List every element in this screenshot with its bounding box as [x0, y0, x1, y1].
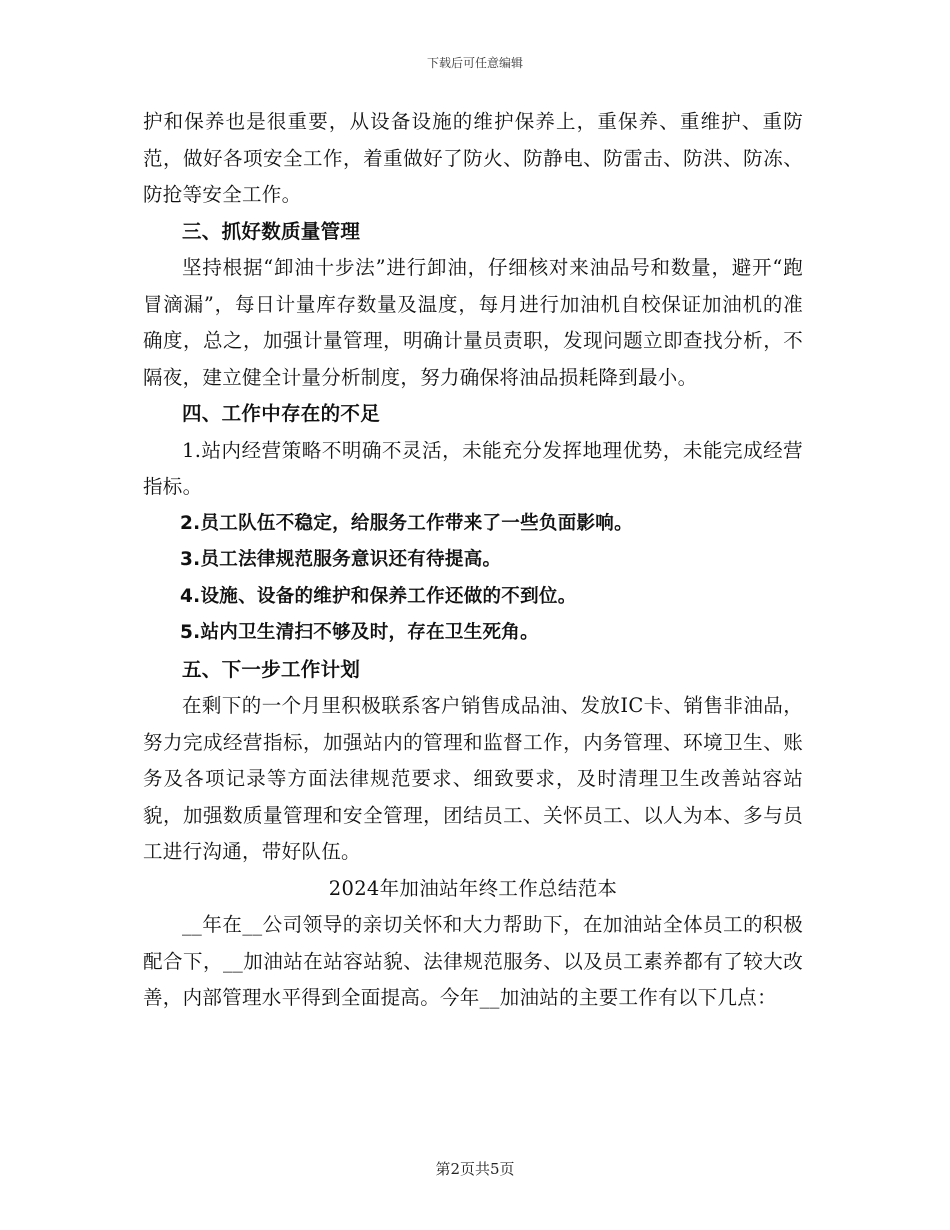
header-note: 下载后可任意编辑 [426, 56, 523, 70]
shortcoming-item-5: 5.站内卫生清扫不够及时，存在卫生死角。 [180, 622, 539, 643]
page-number: 第2页共5页 [435, 1160, 515, 1178]
paragraph-quantity-quality: 坚持根据“卸油十步法”进行卸油，仔细核对来油品号和数量，避开“跑冒滴漏”，每日计量库存数量及温度，每月进行加油机自校保证加油机的准确度，总之，加强计量管理，明确计量员责职，发现问题立即查找分析，不隔夜，建立健全计量分析制度，努力确保将油品损耗降到最小。 [143, 256, 803, 389]
shortcoming-item-2: 2.员工队伍不稳定，给服务工作带来了一些负面影响。 [180, 512, 633, 534]
paragraph-intro: __年在__公司领导的亲切关怀和大力帮助下，在加油站全体员工的积极配合下，__加油站在站容站貌、法律规范服务、以及员工素养都有了较大改善，内部管理水平得到全面提高。今年__加油站的主要工作有以下几点： [143, 913, 803, 1009]
document-title: 2024年加油站年终工作总结范本 [328, 876, 618, 900]
shortcoming-item-3: 3.员工法律规范服务意识还有待提高。 [180, 549, 502, 570]
paragraph-next-plan: 在剩下的一个月里积极联系客户销售成品油、发放IC卡、销售非油品，努力完成经营指标，加强站内的管理和监督工作，内务管理、环境卫生、账务及各项记录等方面法律规范要求、细致要求，及时清理卫生改善站容站貌，加强数质量管理和安全管理，团结员工、关怀员工、以人为本、多与员工进行沟通，带好队伍。 [143, 694, 803, 863]
section-heading-quantity-quality: 三、抓好数质量管理 [182, 219, 361, 243]
paragraph-safety: 护和保养也是很重要，从设备设施的维护保养上，重保养、重维护、重防范，做好各项安全工作，着重做好了防火、防静电、防雷击、防洪、防冻、防抢等安全工作。 [143, 110, 803, 206]
shortcoming-item-4: 4.设施、设备的维护和保养工作还做的不到位。 [180, 585, 577, 607]
shortcoming-item-1: 1.站内经营策略不明确不灵活，未能充分发挥地理优势，未能完成经营指标。 [143, 438, 803, 498]
section-heading-shortcomings: 四、工作中存在的不足 [182, 402, 381, 425]
document-body [143, 104, 803, 1017]
section-heading-next-plan: 五、下一步工作计划 [182, 657, 361, 681]
